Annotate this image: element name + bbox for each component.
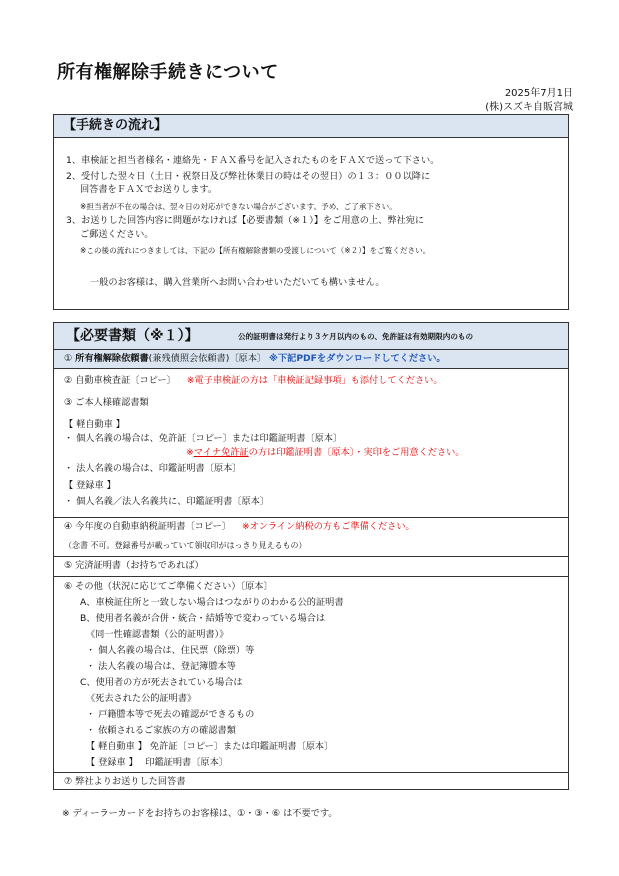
item-6-line-a: A、車検証住所と一致しない場合はつながりのわかる公的証明書 [80, 597, 344, 608]
dealer-card-footnote: ※ ディーラーカードをお持ちのお客様は、①・③・⑥ は不要です。 [62, 808, 338, 819]
item-5-section [54, 556, 568, 576]
mynumber-mark: ※ [186, 447, 194, 458]
required-documents-box [53, 322, 569, 790]
item-5-label: ⑤ 完済証明書（お持ちであれば） [64, 560, 204, 571]
item-3-registered-both: ・ 個人名義／法人名義共に、印鑑証明書〔原本〕 [64, 496, 270, 507]
validity-note: 公的証明書は発行より３ケ月以内のもの、免許証は有効期限内のもの [238, 332, 474, 341]
item-4-text [64, 521, 415, 533]
item-3-registered-heading: 【 登録車 】 [64, 480, 116, 491]
flow-step-2: 2、受付した翌々日（土日・祝祭日及び弊社休業日の時はその翌日）の１３：００以降に [66, 171, 431, 182]
item-3-mynumber-note [186, 447, 465, 459]
procedure-flow-box [53, 114, 569, 310]
item-4-sub: （念書 不可。登録番号が載っていて領収印がはっきり見えるもの） [64, 541, 307, 550]
flow-step-3: 3、お送りした回答内容に問題がなければ【必要書類（※１）】をご用意の上、弊社宛に [66, 215, 425, 226]
item-1-detail: (兼残債照会依頼書)〔原本〕 [148, 353, 267, 364]
item-7-section [54, 772, 568, 791]
item-1-row [54, 349, 568, 368]
flow-general-note: 一般のお客様は、購入営業所へお問い合わせいただいても構いません。 [90, 277, 385, 288]
item-6-death-docs: 《死去された公的証明書》 [86, 693, 197, 704]
page-title: 所有権解除手続きについて [57, 62, 279, 83]
item-4-label: ④ 今年度の自動車納税証明書〔コピー〕 [64, 521, 231, 532]
item-6-line-c: C、使用者の方が死去されている場合は [80, 677, 243, 688]
item-6-line-b: B、使用者名義が合併・統合・結婚等で変わっている場合は [80, 613, 326, 624]
required-documents-heading: 【必要書類（※１）】 [66, 328, 199, 344]
flow-step-1: 1、車検証と担当者様名・連絡先・ＦＡＸ番号を記入されたものをＦＡＸで送って下さい。 [66, 155, 440, 166]
company-name: (株)スズキ自販宮城 [485, 102, 573, 113]
item-6-identity-docs: 《同一性確認書類（公的証明書）》 [86, 629, 229, 640]
mynumber-license-term: マイナ免許証 [193, 447, 249, 458]
item-6-family-register: ・ 戸籍謄本等で死去の確認ができるもの [86, 709, 255, 720]
item-4-section [54, 517, 568, 556]
flow-step-2-cont: 回答書をＦＡＸでお送りします。 [80, 184, 218, 195]
item-2-text [64, 375, 443, 387]
item-2-warning: ※電子車検証の方は「車検証記録事項」も添付してください。 [186, 375, 443, 386]
item-7-label: ⑦ 弊社よりお送りした回答書 [64, 776, 186, 787]
item-3-kei-personal: ・ 個人名義の場合は、免許証〔コピー〕または印鑑証明書〔原本〕 [64, 433, 343, 444]
item-1-text [64, 353, 446, 365]
flow-step-3-cont: ご郵送ください。 [80, 229, 154, 240]
item-6-personal: ・ 個人名義の場合は、住民票（除票）等 [86, 645, 255, 656]
flow-note-2: ※この後の流れにつきましては、下記の【所有権解除書類の受渡しについて（※２）】をご覧ください。 [80, 246, 431, 255]
pdf-download-link[interactable]: ※下記PDFをダウンロードしてください。 [269, 353, 446, 364]
issue-date: 2025年7月1日 [504, 88, 573, 99]
item-1-title: 所有権解除依頼書 [75, 353, 149, 364]
item-6-corporate: ・ 法人名義の場合は、登記簿謄本等 [86, 661, 236, 672]
required-documents-header [54, 323, 568, 350]
procedure-flow-heading: 【手続きの流れ】 [54, 115, 568, 138]
item-3-label: ③ ご本人様確認書類 [64, 397, 149, 408]
item-6-registered: 【 登録車 】 印鑑証明書〔原本〕 [86, 757, 228, 768]
item-2-3-section [54, 368, 568, 517]
item-4-warning: ※オンライン納税の方もご準備ください。 [241, 521, 415, 532]
item-3-kei-heading: 【 軽自動車 】 [64, 419, 125, 430]
item-2-label: ② 自動車検査証〔コピー〕 [64, 375, 176, 386]
item-1-number: ① [64, 353, 73, 364]
item-6-section [54, 576, 568, 772]
flow-note-1: ※担当者が不在の場合は、翌々日の対応ができない場合がございます。予め、ご了承下さい。 [80, 202, 397, 211]
item-6-family-id: ・ 依頼されるご家族の方の確認書類 [86, 725, 236, 736]
item-6-label: ⑥ その他（状況に応じてご準備ください）〔原本〕 [64, 581, 273, 592]
item-3-kei-corporate: ・ 法人名義の場合は、印鑑証明書〔原本〕 [64, 463, 242, 474]
item-6-kei: 【 軽自動車 】 免許証〔コピー〕または印鑑証明書〔原本〕 [86, 741, 334, 752]
mynumber-note-text: の方は印鑑証明書〔原本〕・実印をご用意ください。 [248, 447, 465, 458]
